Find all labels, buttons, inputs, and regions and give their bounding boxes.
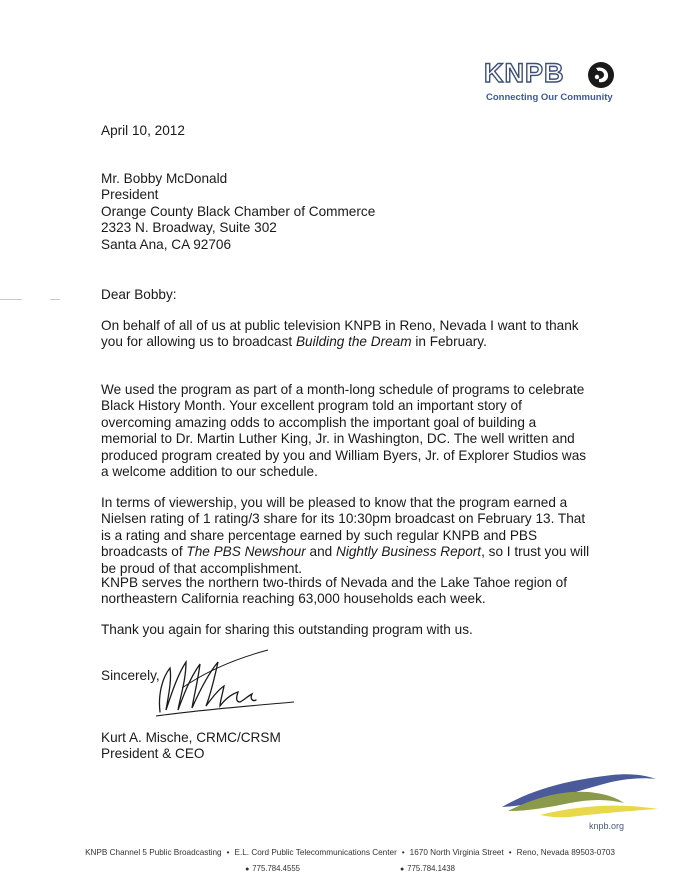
scan-mark bbox=[0, 299, 22, 300]
knpb-logo bbox=[484, 58, 634, 110]
footer-address bbox=[0, 848, 700, 857]
signer-name: Kurt A. Mische, CRMC/CRSM bbox=[101, 730, 281, 745]
footer-contact bbox=[0, 864, 700, 873]
program-title: The PBS Newshour bbox=[186, 544, 306, 560]
phone-icon: ● bbox=[245, 866, 250, 873]
mountain-swoosh-icon bbox=[500, 765, 660, 825]
paragraph-line: is a rating and share percentage earned by such regular KNPB and PBS bbox=[101, 527, 538, 543]
text-run: in February. bbox=[411, 334, 487, 350]
footer-address-part: KNPB Channel 5 Public Broadcasting bbox=[85, 848, 222, 857]
paragraph-thanks bbox=[101, 318, 601, 351]
paragraph-viewership bbox=[101, 495, 601, 577]
signer-block bbox=[101, 730, 281, 763]
paragraph-line: Black History Month. Your excellent program told an important story of bbox=[101, 398, 522, 414]
phone-number: 775.784.4555 bbox=[252, 864, 300, 873]
bullet-separator: • bbox=[401, 848, 405, 857]
paragraph-line: On behalf of all of us at public television KNPB in Reno, Nevada I want to thank bbox=[101, 318, 579, 333]
paragraph-line: Nielsen rating of 1 rating/3 share for its 10:30pm broadcast on February 13. That bbox=[101, 511, 586, 527]
fax-icon: ● bbox=[400, 866, 405, 873]
text-run: , so I trust you will bbox=[481, 544, 590, 560]
recipient-line: Mr. Bobby McDonald bbox=[101, 171, 228, 186]
scan-mark bbox=[50, 299, 60, 300]
paragraph-line: northeastern California reaching 63,000 households each week. bbox=[101, 591, 486, 607]
paragraph-line: We used the program as part of a month-long schedule of programs to celebrate bbox=[101, 382, 585, 397]
paragraph-line bbox=[101, 544, 601, 560]
paragraph-line: be proud of that accomplishment. bbox=[101, 560, 302, 576]
recipient-line: President bbox=[101, 187, 159, 203]
fax-number: 775.784.1438 bbox=[407, 864, 455, 873]
paragraph-program bbox=[101, 382, 601, 480]
bullet-separator: • bbox=[226, 848, 230, 857]
website-url: knpb.org bbox=[589, 821, 625, 831]
footer-phone bbox=[245, 864, 300, 873]
recipient-line: 2323 N. Broadway, Suite 302 bbox=[101, 220, 277, 236]
paragraph-line: produced program created by you and William Byers, Jr. of Explorer Studios was bbox=[101, 447, 587, 463]
footer-address-part: E.L. Cord Public Telecommunications Center bbox=[234, 848, 397, 857]
paragraph-closing-thanks: Thank you again for sharing this outstanding program with us. bbox=[101, 622, 473, 637]
paragraph-line bbox=[101, 334, 601, 350]
footer-fax bbox=[400, 864, 455, 873]
footer-address-part: Reno, Nevada 89503-0703 bbox=[516, 848, 615, 857]
text-run: and bbox=[305, 544, 337, 560]
paragraph-line: memorial to Dr. Martin Luther King, Jr. in Washington, DC. The well written and bbox=[101, 431, 575, 447]
paragraph-line: a welcome addition to our schedule. bbox=[101, 464, 318, 480]
program-title: Building the Dream bbox=[295, 334, 412, 350]
text-run: you for allowing us to broadcast bbox=[101, 334, 296, 350]
closing: Sincerely, bbox=[101, 668, 160, 683]
letter-date: April 10, 2012 bbox=[101, 123, 185, 138]
text-run: broadcasts of bbox=[101, 544, 187, 560]
program-title: Nightly Business Report bbox=[336, 544, 482, 560]
salutation: Dear Bobby: bbox=[101, 287, 177, 302]
logo-wordmark: KNPB bbox=[484, 58, 565, 88]
paragraph-line: overcoming amazing odds to accomplish the important goal of building a bbox=[101, 414, 537, 430]
recipient-line: Orange County Black Chamber of Commerce bbox=[101, 203, 376, 219]
pbs-head-icon bbox=[587, 61, 615, 89]
recipient-address bbox=[101, 171, 375, 253]
logo-tagline: Connecting Our Community bbox=[486, 92, 613, 103]
paragraph-line: KNPB serves the northern two-thirds of Nevada and the Lake Tahoe region of bbox=[101, 575, 567, 590]
paragraph-line: In terms of viewership, you will be pleased to know that the program earned a bbox=[101, 495, 568, 510]
footer-address-part: 1670 North Virginia Street bbox=[409, 848, 504, 857]
handwritten-signature bbox=[148, 640, 298, 720]
signer-title: President & CEO bbox=[101, 746, 205, 762]
recipient-line: Santa Ana, CA 92706 bbox=[101, 236, 232, 252]
bullet-separator: • bbox=[508, 848, 512, 857]
paragraph-coverage bbox=[101, 575, 601, 608]
